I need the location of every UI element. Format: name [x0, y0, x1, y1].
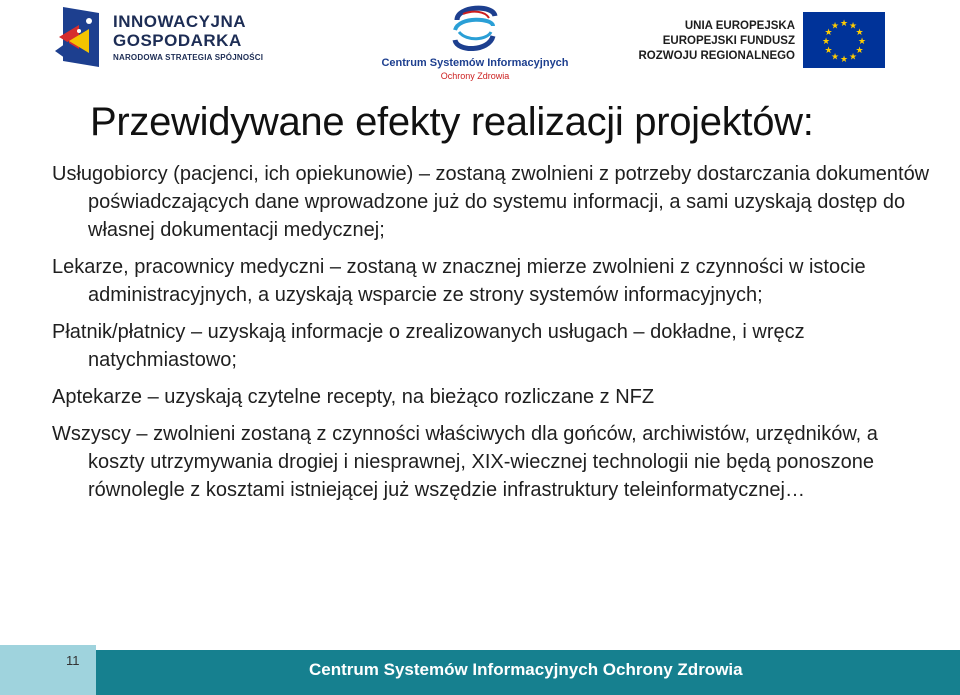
- slide-body: [52, 160, 932, 513]
- svg-text:★: ★: [848, 52, 858, 63]
- logo-left-line2: GOSPODARKA: [113, 31, 242, 50]
- footer-page-number-box: [0, 645, 96, 695]
- svg-text:★: ★: [821, 37, 831, 47]
- innowacyjna-gospodarka-logo: [55, 5, 265, 73]
- svg-text:★: ★: [830, 21, 840, 32]
- csioz-swirl-icon: [443, 2, 507, 58]
- paragraph-aptekarze: Aptekarze – uzyskają czytelne recepty, na bieżąco rozliczane z NFZ: [52, 386, 655, 408]
- svg-text:★: ★: [824, 46, 833, 56]
- svg-text:★: ★: [824, 28, 833, 38]
- paragraph-platnik: Płatnik/płatnicy – uzyskają informacje o zrealizowanych usługach – dokładne, i wręcz natychmiastowo;: [52, 321, 805, 371]
- paragraph-uslugobiorcy: Usługobiorcy (pacjenci, ich opiekunowie) – zostaną zwolnieni z potrzeby dostarczania dokumentów poświadczających dane wprowadzone już do systemu informacji, a sami uzyskają dostęp do własnej dokumentacji medycznej;: [52, 163, 930, 241]
- logo-right-line2: EUROPEJSKI FUNDUSZ: [662, 35, 795, 47]
- logo-left-line1: INNOWACYJNA: [113, 12, 247, 31]
- svg-text:★: ★: [839, 19, 849, 29]
- footer-text: Centrum Systemów Informacyjnych Ochrony Zdrowia: [309, 660, 743, 679]
- svg-text:★: ★: [857, 37, 867, 47]
- eu-logo: [638, 12, 885, 70]
- innowacyjna-gospodarka-mark-icon: [55, 7, 105, 69]
- slide-title: Przewidywane efekty realizacji projektów:: [90, 100, 814, 144]
- paragraph-lekarze: Lekarze, pracownicy medyczni – zostaną w znacznej mierze zwolnieni z czynności w istocie administracyjnych, a uzyskają wsparcie ze strony systemów informacyjnych;: [52, 256, 866, 306]
- csioz-logo: [375, 2, 575, 82]
- logo-right-line1: UNIA EUROPEJSKA: [684, 20, 795, 32]
- logo-left-line3: NARODOWA STRATEGIA SPÓJNOŚCI: [113, 53, 264, 62]
- logo-right-line3: ROZWOJU REGIONALNEGO: [638, 50, 795, 62]
- paragraph-wszyscy: Wszyscy – zwolnieni zostaną z czynności właściwych dla gońców, archiwistów, urzędników, a koszty utrzymywania drogiej i niesprawnej, XIX-wiecznej technologii nie będą ponoszone równolegle z kosztami istniejącej już wszędzie infrastruktury teleinformatycznej…: [52, 423, 878, 501]
- svg-text:★: ★: [855, 46, 864, 56]
- svg-text:★: ★: [855, 28, 864, 38]
- svg-text:★: ★: [839, 55, 849, 65]
- svg-text:★: ★: [830, 52, 840, 63]
- svg-text:★: ★: [848, 21, 858, 32]
- logo-center-line1: Centrum Systemów Informacyjnych: [381, 57, 569, 69]
- logo-center-line2: Ochrony Zdrowia: [440, 71, 510, 81]
- eu-flag-icon: [803, 12, 885, 68]
- page-number: 11: [66, 653, 80, 668]
